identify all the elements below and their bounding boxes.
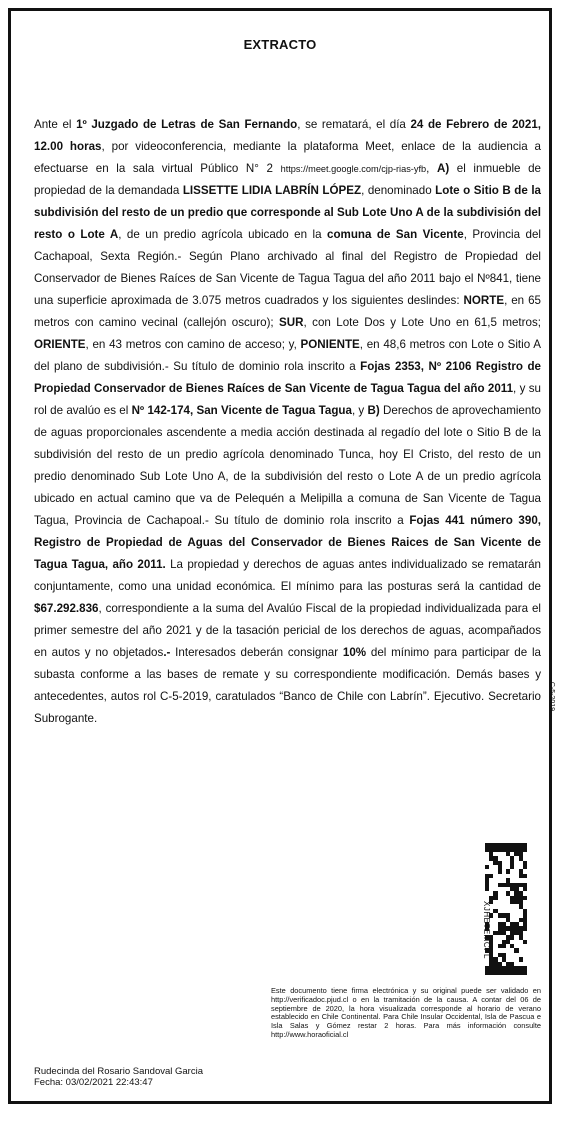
text-run: Derechos de aprovechamiento de aguas proporcionales ascendente a media acción destinada al regadío del lote o Sitio B de la subdivisión del resto de un predio agrícola denominado Tunca, hoy El Cristo, del resto de un predio denominado Sub Lote Uno A, de la subdivisión del resto o Lote A de un predio agrícola ubicado en actual camino que va de Pelequén a Melipilla a comuna de San Vicente de Tagua Tagua, Provincia de Cachapoal.- Su título de dominio rola inscrito a bbox=[34, 404, 541, 527]
bold-text-run: LISSETTE LIDIA LABRÍN LÓPEZ bbox=[182, 184, 362, 197]
text-run: , correspondiente a la suma del Avalúo Fiscal de la propiedad individualizada para el primer semestre del año 2021 y de la tasación pericial de los derechos de aguas, acompañados en autos y no objetados bbox=[34, 602, 541, 659]
text-run: Ante el bbox=[34, 118, 77, 131]
verification-code: XJHETEMCPL bbox=[482, 901, 491, 959]
bold-text-run: Fojas 441 número 390, Registro de Propiedad de Aguas del Conservador de Bienes Raices de San Vicente de Tagua Tagua, año 2011. bbox=[34, 514, 541, 571]
text-run: del mínimo para participar de la subasta conforme a las bases de remate y su correspondiente modificación. Demás bases y antecedentes, autos rol C-5-2019, caratulados “Banco de Chile con Labrín”. Ejecutivo. Secretario Subrogante. bbox=[34, 646, 541, 725]
verification-block bbox=[482, 843, 539, 977]
bold-text-run: Fojas 2353, Nº 2106 Registro de Propiedad Conservador de Bienes Raíces de San Vicente de Tagua Tagua del año 2011 bbox=[34, 360, 541, 395]
text-run: el inmueble de propiedad de la demandada bbox=[34, 162, 541, 197]
bold-text-run: A) bbox=[436, 162, 450, 175]
signer-block bbox=[34, 1066, 203, 1088]
bold-text-run: Nº 142-174, San Vicente de Tagua Tagua bbox=[131, 404, 352, 417]
text-run: , en 43 metros con camino de acceso; y, bbox=[85, 338, 301, 351]
bold-text-run: $67.292.836 bbox=[34, 602, 99, 615]
side-case-code: C-5-2019 bbox=[548, 681, 555, 711]
text-run: La propiedad y derechos de aguas antes individualizado se rematarán conjuntamente, como una unidad económica. El mínimo para las posturas será la cantidad de bbox=[34, 558, 542, 593]
bold-text-run: ORIENTE bbox=[34, 338, 86, 351]
bold-text-run: NORTE bbox=[463, 294, 505, 307]
text-run: , por videoconferencia, mediante la plataforma Meet, enlace de la audiencia a efectuarse en la sala virtual Público N° 2 bbox=[34, 140, 541, 175]
verification-qr-icon bbox=[485, 843, 527, 977]
bold-text-run: 24 de Febrero de 2021, 12.00 horas bbox=[34, 118, 541, 153]
signer-name: Rudecinda del Rosario Sandoval Garcia bbox=[34, 1066, 203, 1077]
body-paragraph bbox=[34, 114, 541, 730]
bold-text-run: Lote o Sitio B de la subdivisión del resto de un predio que corresponde al Sub Lote Uno A de la subdivisión del resto o Lote A bbox=[34, 184, 542, 241]
signer-date: Fecha: 03/02/2021 22:43:47 bbox=[34, 1077, 153, 1088]
bold-text-run: 1º Juzgado de Letras de San Fernando bbox=[76, 118, 298, 131]
text-run: , se rematará, el día bbox=[297, 118, 411, 131]
meeting-url: https://meet.google.com/cjp-rias-yfb bbox=[280, 164, 427, 174]
bold-text-run: PONIENTE bbox=[300, 338, 360, 351]
text-run: , en 48,6 metros con Lote o Sitio A del plano de subdivisión.- Su título de dominio rola inscrito a bbox=[34, 338, 541, 373]
document-frame bbox=[8, 8, 555, 1104]
text-run: , en 65 metros con camino vecinal (callejón oscuro); bbox=[34, 294, 541, 329]
electronic-signature-notice: Este documento tiene firma electrónica y su original puede ser validado en http://verificadoc.pjud.cl o en la tramitación de la causa. A contar del 06 de septiembre de 2020, la hora visualizada corresponde al horario de verano establecido en Chile Continental. Para Chile Insular Occidental, Isla de Pascua e Isla Salas y Gómez restar 2 horas. Para más información consulte http://www.horaoficial.cl bbox=[271, 986, 541, 1039]
text-run: , denominado bbox=[361, 184, 436, 197]
text-run: , y su rol de avalúo es el bbox=[34, 382, 541, 417]
text-run: Interesados deberán consignar bbox=[170, 646, 343, 659]
bold-text-run: 10% bbox=[342, 646, 367, 659]
bold-text-run: comuna de San Vicente bbox=[327, 228, 464, 241]
text-run: , de un predio agrícola ubicado en la bbox=[118, 228, 327, 241]
text-run: , con Lote Dos y Lote Uno en 61,5 metros; bbox=[303, 316, 541, 329]
bold-text-run: .- bbox=[163, 646, 171, 659]
bold-text-run: B) bbox=[367, 404, 380, 417]
document-title: EXTRACTO bbox=[243, 37, 317, 52]
bold-text-run: SUR bbox=[279, 316, 304, 329]
text-run: , Provincia del Cachapoal, Sexta Región.- Según Plano archivado al final del Registro de Propiedad del Conservador de Bienes Raíces de San Vicente de Tagua Tagua del año 2011 bajo el Nº841, tiene una superficie aproximada de 3.075 metros cuadrados y los siguientes deslindes: bbox=[34, 228, 541, 307]
text-run: , y bbox=[351, 404, 368, 417]
text-run: , bbox=[426, 162, 437, 175]
